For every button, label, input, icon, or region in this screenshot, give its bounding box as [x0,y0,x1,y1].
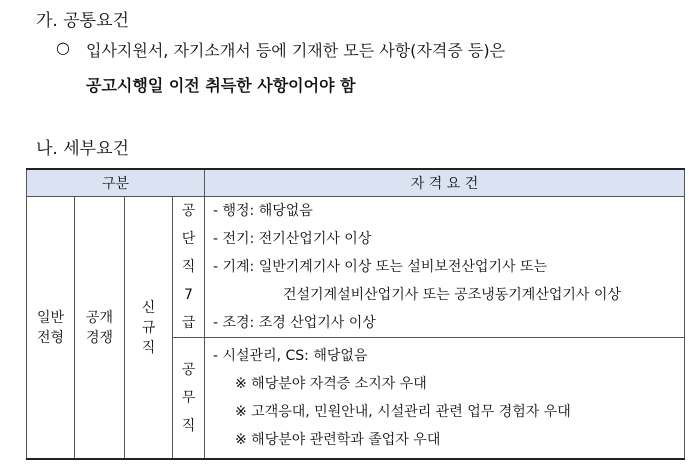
career-type-cell: 신 규 직 [125,197,173,460]
group1-row: - 조경: 조경 산업기사 이상 [205,309,685,338]
group2-name-cell: 공 무 직 [173,338,205,460]
section-b-heading: 나. 세부요건 [36,139,129,159]
header-category: 구분 [27,169,205,197]
common-requirement-line2: 공고시행일 이전 취득한 사항이어야 함 [86,76,356,95]
group1-name-cell: 공 단 직 7 급 [173,197,205,338]
group2-row: ※ 고객응대, 민원안내, 시설관리 관련 업무 경험자 우대 [205,398,685,426]
group1-row: 건설기계설비산업기사 또는 공조냉동기계산업기사 이상 [205,281,685,309]
hire-type-cell: 일반 전형 [27,197,75,460]
header-requirements: 자 격 요 건 [205,169,685,197]
recruit-type-cell: 공개 경쟁 [75,197,125,460]
group2-row: ※ 해당분야 자격증 소지자 우대 [205,370,685,398]
bullet-circle-icon: ○ [56,38,70,57]
group2-row: - 시설관리, CS: 해당없음 [205,338,685,371]
group1-row: - 행정: 해당없음 [205,197,685,226]
group1-row: - 전기: 전기산업기사 이상 [205,225,685,253]
requirements-table [26,168,685,460]
group1-row: - 기계: 일반기계기사 이상 또는 설비보전산업기사 또는 [205,253,685,281]
section-a-heading: 가. 공통요건 [36,11,129,31]
common-requirement-line1: 입사지원서, 자기소개서 등에 기재한 모든 사항(자격증 등)은 [86,41,506,60]
group2-row: ※ 해당분야 관련학과 졸업자 우대 [205,426,685,459]
